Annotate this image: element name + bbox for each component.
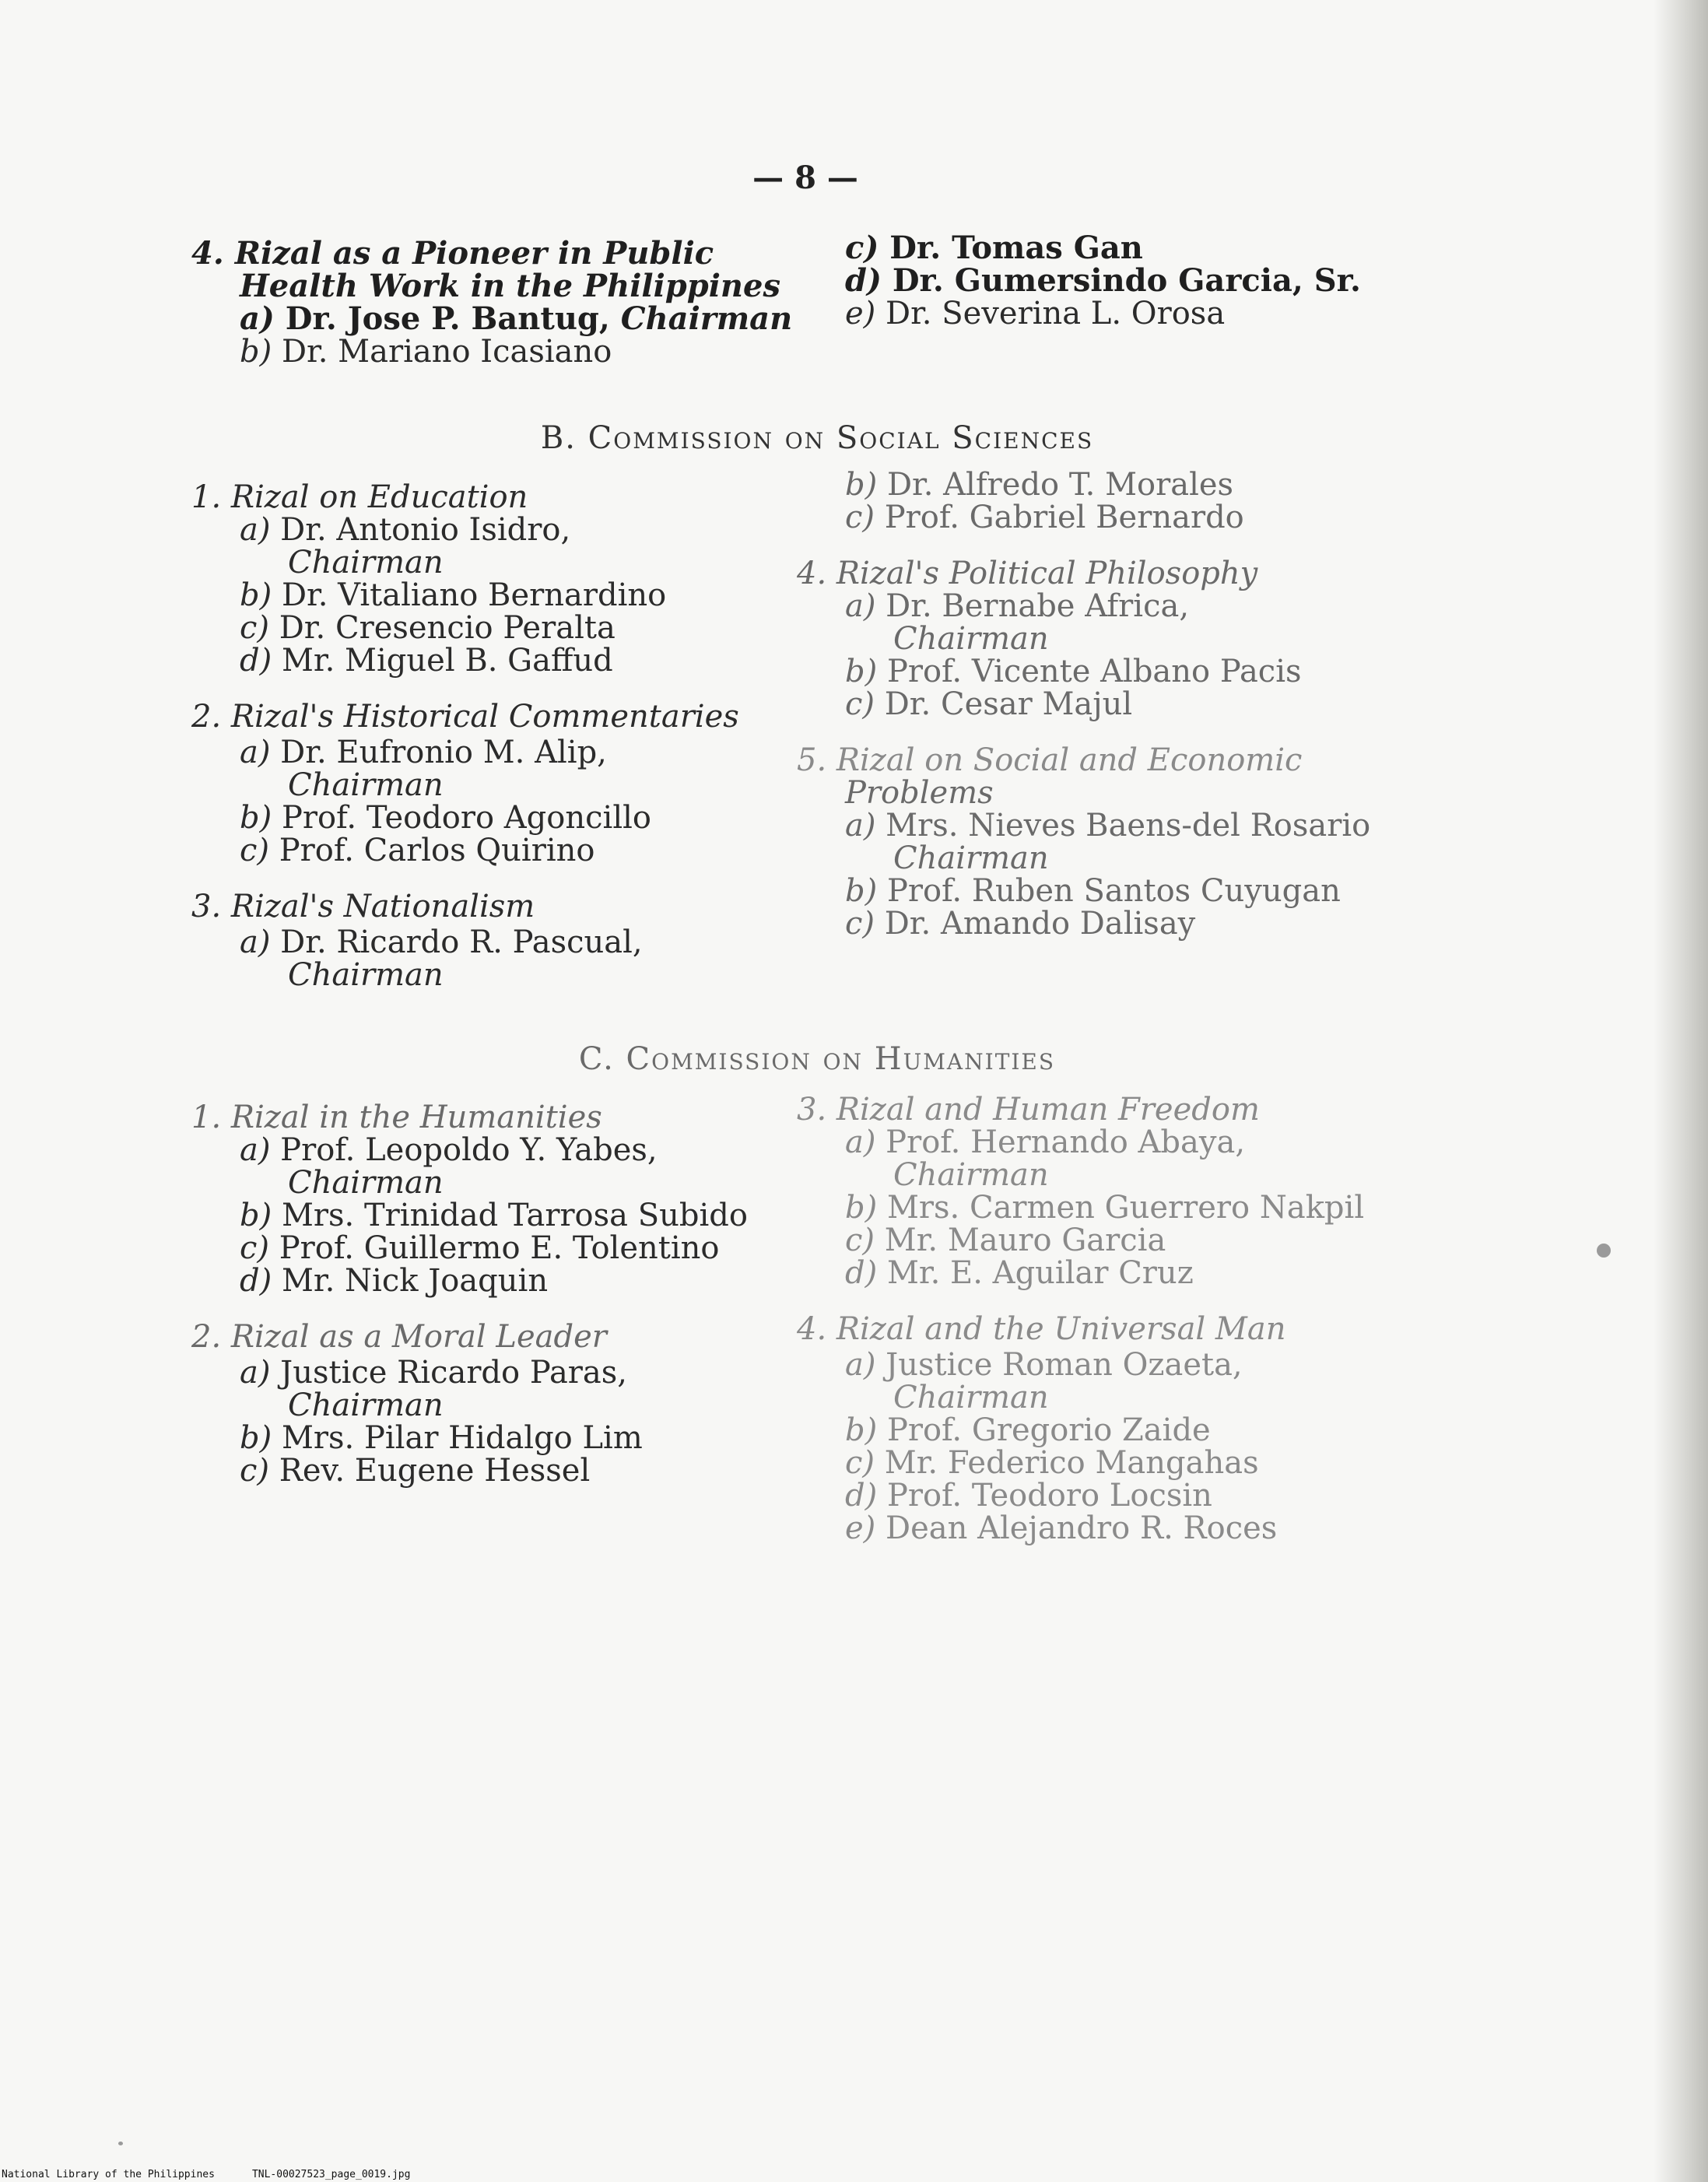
member-item: a) Mrs. Nieves Baens-del Rosario	[845, 808, 1371, 844]
member-item: a) Prof. Hernando Abaya,	[845, 1124, 1246, 1160]
member-item: a) Justice Ricardo Paras,	[240, 1355, 628, 1391]
a4-left	[191, 237, 792, 368]
section-c-heading: C. Commission on Humanities	[578, 1041, 1056, 1077]
member-item: d) Dr. Gumersindo Garcia, Sr.	[845, 262, 1361, 299]
topic-title: 4. Rizal as a Pioneer in Public	[191, 235, 714, 272]
b-left-column	[191, 481, 739, 991]
member-item: c) Mr. Federico Mangahas	[845, 1445, 1259, 1481]
member-item: c) Rev. Eugene Hessel	[240, 1453, 591, 1489]
footer-caption	[2, 2169, 447, 2180]
member-item: e) Dean Alejandro R. Roces	[845, 1510, 1278, 1546]
topic-title: Health Work in the Philippines	[240, 268, 780, 304]
member-item: b) Prof. Teodoro Agoncillo	[240, 800, 651, 836]
footer-file: TNL-00027523_page_0019.jpg	[251, 2169, 411, 2180]
chairman-label: Chairman	[288, 1387, 444, 1423]
topic-title: 2. Rizal as a Moral Leader	[191, 1319, 607, 1355]
topic-title: 4. Rizal and the Universal Man	[797, 1311, 1286, 1347]
member-item: b) Mrs. Carmen Guerrero Nakpil	[845, 1190, 1365, 1226]
chairman-label: Chairman	[893, 621, 1049, 657]
member-item: d) Prof. Teodoro Locsin	[845, 1478, 1212, 1514]
member-item: a) Dr. Ricardo R. Pascual,	[240, 924, 643, 960]
chairman-label: Chairman	[288, 767, 444, 803]
member-item: c) Dr. Tomas Gan	[845, 230, 1143, 266]
member-item: a) Dr. Jose P. Bantug, Chairman	[240, 300, 793, 337]
topic-title: 3. Rizal and Human Freedom	[797, 1092, 1260, 1128]
footer-library: National Library of the Philippines	[2, 2169, 215, 2180]
chairman-label: Chairman	[288, 545, 444, 581]
member-item: b) Mrs. Pilar Hidalgo Lim	[240, 1420, 643, 1456]
ink-speck	[118, 2142, 123, 2145]
chairman-label: Chairman	[893, 840, 1049, 876]
member-item: e) Dr. Severina L. Orosa	[845, 296, 1226, 332]
member-item: b) Prof. Gregorio Zaide	[845, 1412, 1211, 1448]
member-item: c) Dr. Cresencio Peralta	[240, 610, 616, 646]
member-item: c) Mr. Mauro Garcia	[845, 1223, 1166, 1258]
c-left-column	[191, 1101, 748, 1487]
member-item: c) Dr. Cesar Majul	[845, 686, 1133, 722]
page-edge-shadow	[1654, 0, 1708, 2182]
topic-title: 3. Rizal's Nationalism	[191, 889, 535, 924]
topic-title: 5. Rizal on Social and Economic	[797, 742, 1303, 778]
member-item: d) Mr. E. Aguilar Cruz	[845, 1255, 1194, 1291]
member-item: d) Mr. Nick Joaquin	[240, 1263, 549, 1299]
member-item: c) Dr. Amando Dalisay	[845, 906, 1196, 942]
topic-title: 1. Rizal on Education	[191, 479, 528, 515]
member-item: a) Dr. Eufronio M. Alip,	[240, 735, 607, 770]
member-item: c) Prof. Guillermo E. Tolentino	[240, 1230, 720, 1266]
member-item: d) Mr. Miguel B. Gaffud	[240, 643, 613, 679]
member-item: b) Dr. Vitaliano Bernardino	[240, 577, 667, 613]
member-item: c) Prof. Carlos Quirino	[240, 833, 595, 868]
topic-title: 1. Rizal in the Humanities	[191, 1100, 602, 1135]
chairman-label: Chairman	[288, 1165, 444, 1201]
member-item: b) Dr. Mariano Icasiano	[240, 334, 612, 370]
chairman-label: Chairman	[893, 1380, 1049, 1415]
member-item: a) Dr. Bernabe Africa,	[845, 588, 1190, 624]
member-item: a) Prof. Leopoldo Y. Yabes,	[240, 1132, 658, 1168]
section-b-heading: B. Commission on Social Sciences	[540, 420, 1094, 456]
member-item: b) Prof. Vicente Albano Pacis	[845, 654, 1302, 689]
topic-title: 4. Rizal's Political Philosophy	[797, 556, 1258, 591]
member-item: c) Prof. Gabriel Bernardo	[845, 500, 1244, 535]
member-item: b) Dr. Alfredo T. Morales	[845, 467, 1234, 503]
a4-right	[845, 232, 1361, 330]
member-item: b) Mrs. Trinidad Tarrosa Subido	[240, 1198, 748, 1233]
chairman-label: Chairman	[893, 1157, 1049, 1193]
page-number: — 8 —	[752, 160, 858, 196]
member-item: a) Justice Roman Ozaeta,	[845, 1347, 1243, 1383]
member-item: b) Prof. Ruben Santos Cuyugan	[845, 873, 1341, 909]
topic-title: 2. Rizal's Historical Commentaries	[191, 699, 739, 735]
c-right-column	[797, 1093, 1364, 1545]
b-right-column	[797, 468, 1370, 940]
chairman-label: Chairman	[288, 957, 444, 993]
member-item: a) Dr. Antonio Isidro,	[240, 512, 571, 548]
ink-speck	[1597, 1244, 1611, 1258]
topic-title: Problems	[845, 775, 994, 811]
